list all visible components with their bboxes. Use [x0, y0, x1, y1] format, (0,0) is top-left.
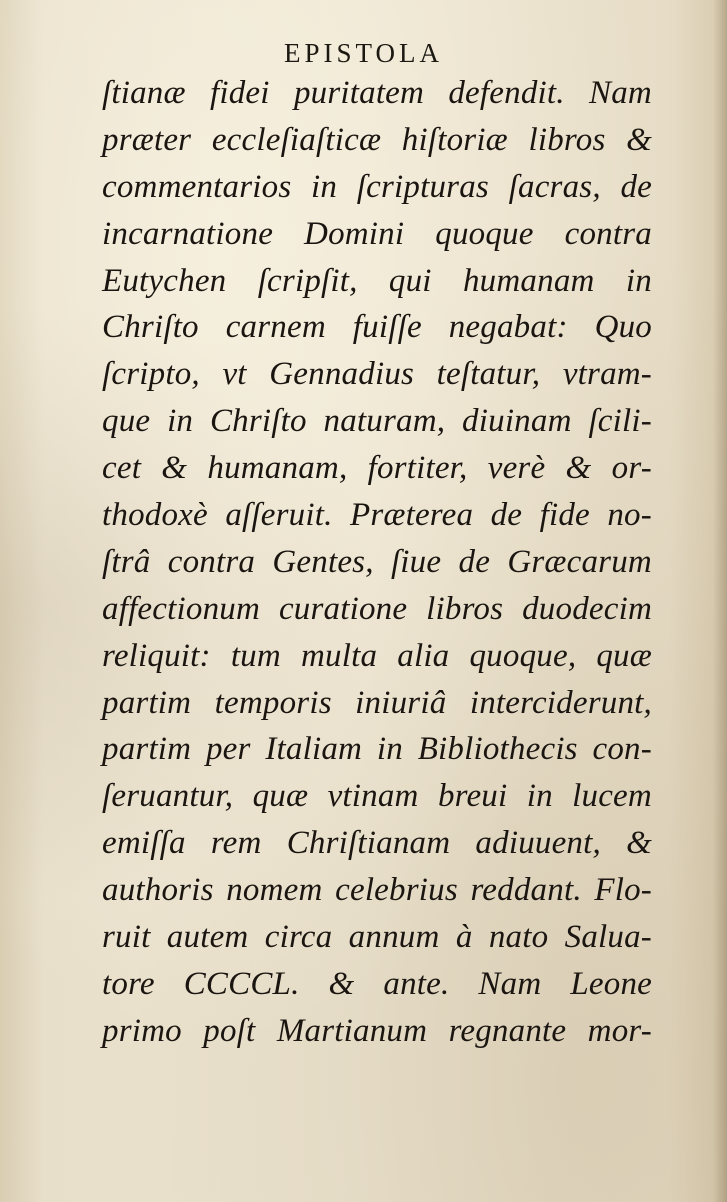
text-line: cet & humanam, fortiter, verè & or-: [102, 450, 652, 487]
text-line: partim per Italiam in Bibliothecis con-: [102, 731, 652, 768]
text-line: ruit autem circa annum à nato Salua-: [102, 919, 652, 956]
text-line: affectionum curatione libros duodecim: [102, 590, 652, 627]
text-line: præter eccleſiaſticæ hiſtoriæ libros &: [102, 121, 652, 158]
text-line: commentarios in ſcripturas ſacras, de: [102, 168, 652, 205]
text-line: ſeruantur, quæ vtinam breui in lucem: [102, 778, 652, 815]
text-line: authoris nomem celebrius reddant. Flo-: [102, 872, 652, 909]
text-line: thodoxè aſſeruit. Præterea de fide no-: [102, 497, 652, 534]
text-line: Eutychen ſcripſit, qui humanam in: [102, 262, 652, 299]
body-text: [102, 70, 652, 1055]
running-header: EPISTOLA: [283, 38, 443, 68]
text-line: que in Chriſto naturam, diuinam ſcili-: [102, 403, 652, 440]
text-line: tore CCCCL. & ante. Nam Leone: [102, 965, 652, 1002]
page-edge-shadow: [713, 0, 727, 1202]
text-line: ſtrâ contra Gentes, ſiue de Græcarum: [102, 543, 652, 580]
text-line: incarnatione Domini quoque contra: [102, 215, 652, 252]
text-line: ſcripto, vt Gennadius teſtatur, vtram-: [102, 356, 652, 393]
text-line: partim temporis iniuriâ interciderunt,: [102, 684, 652, 721]
text-line: ſtianæ fidei puritatem defendit. Nam: [102, 75, 652, 111]
text-line: Chriſto carnem fuiſſe negabat: Quo: [102, 309, 652, 346]
text-line: emiſſa rem Chriſtianam adiuuent, &: [102, 825, 652, 862]
text-line: reliquit: tum multa alia quoque, quæ: [102, 637, 652, 674]
text-line: primo poſt Martianum regnante mor-: [102, 1012, 652, 1049]
